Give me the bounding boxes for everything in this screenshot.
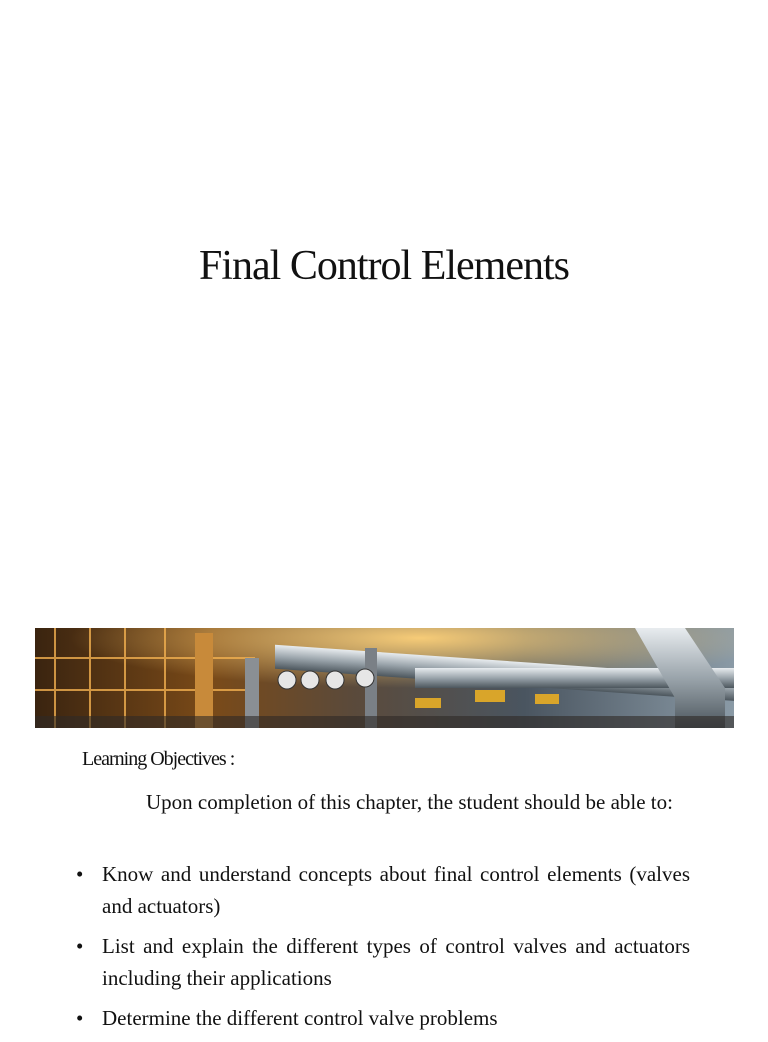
bullet-icon: • bbox=[76, 934, 84, 958]
list-item: • Know and understand concepts about final control elements (valves and actuators) bbox=[76, 858, 690, 922]
objectives-list bbox=[76, 858, 690, 1042]
bullet-icon: • bbox=[76, 1006, 84, 1030]
objectives-intro bbox=[102, 786, 690, 818]
list-item: • List and explain the different types of control valves and actuators including their applications bbox=[76, 930, 690, 994]
list-item: • Determine the different control valve problems bbox=[76, 1002, 690, 1034]
slide-title: Final Control Elements bbox=[199, 243, 569, 289]
industrial-pipes-photo bbox=[35, 628, 734, 728]
objectives-intro-text: Upon completion of this chapter, the student should be able to: bbox=[146, 790, 673, 814]
learning-objectives-heading: Learning Objectives : bbox=[82, 748, 235, 770]
bullet-icon: • bbox=[76, 862, 84, 886]
